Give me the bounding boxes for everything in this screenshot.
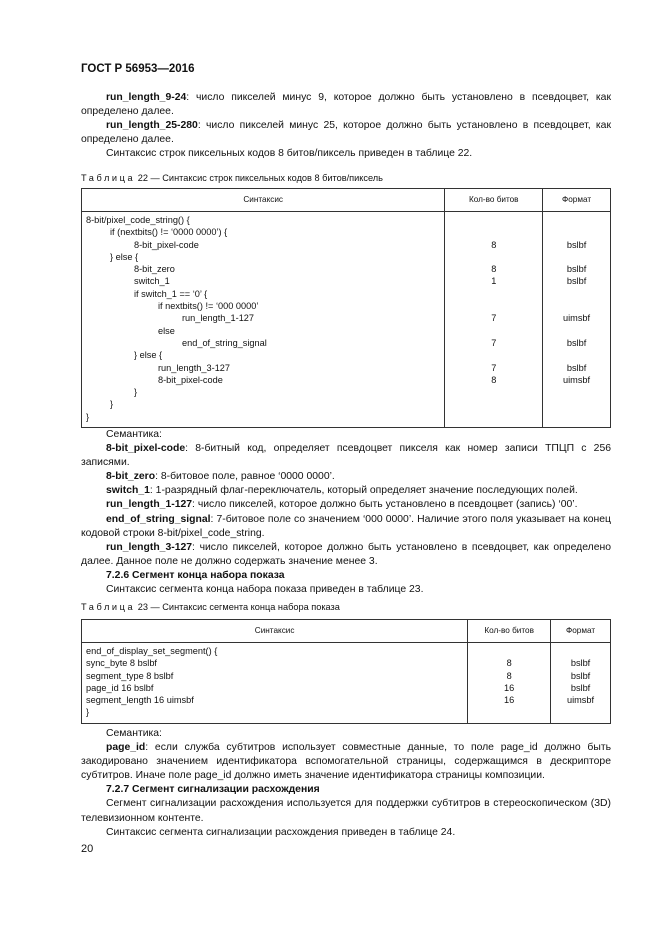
format-value: uimsbf — [563, 374, 591, 385]
syntax-line: 8-bit_pixel-code — [158, 374, 223, 385]
syntax-line: } — [86, 411, 90, 422]
syntax-line: } else { — [134, 350, 163, 361]
syntax-line: } — [110, 399, 114, 410]
column-header: Формат — [543, 189, 611, 212]
paragraph-table22-ref — [81, 147, 611, 161]
syntax-line: sync_byte 8 bslbf — [86, 658, 157, 669]
definition: : 7-битовое поле со значением ‘000 0000’. Наличие этого поля указывает на конец кодовой строки 8-bit/pixel_code_string. — [81, 513, 611, 539]
bits-value: 8 — [491, 264, 497, 275]
syntax-cell — [82, 643, 468, 724]
text: Сегмент сигнализации расхождения используется для поддержки субтитров в стереоскопическом (3D) телевизионном контенте. — [81, 798, 611, 824]
format-value — [551, 706, 610, 718]
paragraph-disparity-segment — [81, 797, 611, 825]
format-value — [543, 325, 610, 337]
format-value: bslbf — [570, 670, 591, 681]
bits-value — [445, 226, 542, 238]
syntax-line: 8-bit_zero — [134, 264, 175, 275]
syntax-line: } — [134, 387, 138, 398]
bits-value — [445, 398, 542, 410]
term: page_id — [106, 742, 146, 754]
format-value — [543, 300, 610, 312]
format-value — [543, 349, 610, 361]
syntax-line: page_id 16 bslbf — [86, 682, 154, 693]
column-header: Синтаксис — [82, 189, 445, 212]
syntax-line: end_of_display_set_segment() { — [86, 646, 218, 656]
definition: : если служба субтитров использует совместные данные, то поле page_id должно быть закодировано значением идентификатора вспомогательной страницы, содержащимся в дескрипторе субтитров. Иначе поле page_id должно иметь значение идентификатора страницы композиции. — [81, 742, 611, 782]
syntax-line: run_length_1-127 — [182, 313, 255, 324]
format-value — [543, 288, 610, 300]
definition: : 1-разрядный флаг-переключатель, который определяет значение последующих полей. — [149, 485, 578, 497]
syntax-line: 8-bit_pixel-code — [134, 239, 199, 250]
table23-caption — [81, 602, 340, 612]
format-cell — [551, 643, 611, 724]
bits-value — [445, 386, 542, 398]
syntax-line: } else { — [110, 251, 139, 262]
text: Синтаксис строк пиксельных кодов 8 битов/пиксель приведен в таблице 22. — [106, 148, 473, 160]
bits-value — [445, 411, 542, 423]
term: run_length_25-280 — [106, 120, 198, 132]
heading-text: 7.2.6 Сегмент конца набора показа — [106, 569, 285, 581]
bits-value: 8 — [506, 658, 512, 669]
semantics1-block — [81, 428, 611, 597]
bits-value — [445, 251, 542, 263]
definition: : число пикселей, которое должно быть установлено в псевдоцвет (запись) ‘00’. — [192, 499, 578, 511]
definition: : число пикселей минус 9, которое должно быть установлено в псевдоцвет, как определено далее. — [81, 92, 611, 118]
definition-paragraph — [81, 442, 611, 470]
term: run_length_1-127 — [106, 499, 193, 511]
term: run_length_9-24 — [106, 92, 187, 103]
bits-value — [445, 300, 542, 312]
syntax-line: else — [158, 325, 175, 336]
bits-value — [445, 214, 542, 226]
bits-value: 16 — [504, 695, 515, 706]
syntax-cell — [82, 212, 445, 428]
table22-caption — [81, 173, 383, 183]
column-header: Кол-во битов — [468, 620, 551, 643]
syntax-line: switch_1 — [134, 276, 170, 287]
definition-paragraph — [81, 484, 611, 498]
definition: : число пикселей минус 25, которое должно быть установлено в псевдоцвет, как определено далее. — [81, 120, 611, 146]
caption-word: Таблица — [81, 173, 136, 183]
format-value: uimsbf — [563, 313, 591, 324]
definition-paragraph — [81, 741, 611, 783]
definition-paragraph — [81, 470, 611, 484]
definition-paragraph — [81, 513, 611, 541]
text: Семантика: — [106, 429, 162, 440]
format-value: bslbf — [570, 658, 591, 669]
caption-word: Таблица — [81, 602, 136, 612]
syntax-line: segment_length 16 uimsbf — [86, 695, 194, 706]
column-header: Кол-во битов — [445, 189, 543, 212]
term: run_length_3-127 — [106, 541, 193, 553]
text: Синтаксис сегмента конца набора показа приведен в таблице 23. — [106, 584, 424, 596]
format-value: bslbf — [566, 276, 587, 287]
heading-text: 7.2.7 Сегмент сигнализации расхождения — [106, 784, 320, 796]
definition: : число пикселей, которое должно быть установлено в псевдоцвет, как определено далее. Данное поле не должно содержать значение менее 3. — [81, 541, 611, 567]
term: end_of_string_signal — [106, 513, 211, 525]
syntax-line: if nextbits() != ‘000 0000’ — [158, 301, 259, 312]
format-value: bslbf — [566, 239, 587, 250]
format-value — [543, 226, 610, 238]
format-value — [543, 411, 610, 423]
definition: : 8-битный код, определяет псевдоцвет пикселя как номер записи ТПЦП с 256 записями. — [81, 443, 611, 469]
table-body-row — [82, 212, 611, 428]
format-value — [543, 214, 610, 226]
syntax-line: if (nextbits() != ‘0000 0000’) { — [110, 227, 228, 238]
bits-cell — [468, 643, 551, 724]
bits-value: 16 — [504, 682, 515, 693]
format-value: bslbf — [566, 362, 587, 373]
intro-block — [81, 91, 611, 161]
bits-value: 8 — [506, 670, 512, 681]
section-heading-7-2-7 — [81, 783, 611, 797]
bits-value — [445, 349, 542, 361]
caption-text: 22 — Синтаксис строк пиксельных кодов 8 битов/пиксель — [135, 173, 383, 183]
bits-value: 7 — [491, 337, 497, 348]
bits-value: 7 — [491, 362, 497, 373]
format-value: bslbf — [566, 337, 587, 348]
term: switch_1 — [106, 485, 150, 497]
table-body-row — [82, 643, 611, 724]
paragraph-run-length-9-24 — [81, 91, 611, 119]
syntax-line: 8-bit/pixel_code_string() { — [86, 215, 190, 225]
semantics-label — [81, 428, 611, 442]
bits-value — [468, 706, 550, 718]
paragraph-table24-ref — [81, 826, 611, 840]
term: 8-bit_pixel-code — [106, 443, 186, 455]
format-value — [543, 398, 610, 410]
section-heading-7-2-6 — [81, 569, 611, 583]
bits-cell — [445, 212, 543, 428]
semantics2-block — [81, 727, 611, 840]
bits-value — [468, 645, 550, 657]
format-value — [543, 251, 610, 263]
syntax-line: run_length_3-127 — [158, 362, 231, 373]
page-number: 20 — [81, 843, 94, 855]
bits-value: 8 — [491, 239, 497, 250]
semantics-label — [81, 727, 611, 741]
format-value: bslbf — [566, 264, 587, 275]
bits-value — [445, 288, 542, 300]
format-value: bslbf — [570, 682, 591, 693]
bits-value: 7 — [491, 313, 497, 324]
format-cell — [543, 212, 611, 428]
paragraph-run-length-25-280 — [81, 119, 611, 147]
syntax-line: segment_type 8 bslbf — [86, 670, 174, 681]
format-value: uimsbf — [567, 695, 595, 706]
text: Синтаксис сегмента сигнализации расхождения приведен в таблице 24. — [106, 826, 456, 838]
syntax-line: end_of_string_signal — [182, 337, 267, 348]
bits-value — [445, 325, 542, 337]
paragraph-table23-ref — [81, 583, 611, 597]
syntax-line: } — [86, 707, 90, 718]
bits-value: 1 — [491, 276, 497, 287]
format-value — [551, 645, 610, 657]
syntax-line: if switch_1 == ‘0’ { — [134, 288, 208, 299]
definition: : 8-битовое поле, равное ‘0000 0000’. — [155, 471, 335, 483]
column-header: Формат — [551, 620, 611, 643]
bits-value: 8 — [491, 374, 497, 385]
table-header-row — [82, 620, 611, 643]
column-header: Синтаксис — [82, 620, 468, 643]
table23 — [81, 619, 611, 724]
term: 8-bit_zero — [106, 471, 156, 483]
format-value — [543, 386, 610, 398]
document-header: ГОСТ Р 56953—2016 — [81, 63, 195, 75]
text: Семантика: — [106, 728, 162, 739]
definition-paragraph — [81, 498, 611, 512]
table-header-row — [82, 189, 611, 212]
caption-text: 23 — Синтаксис сегмента конца набора показа — [135, 602, 340, 612]
table22 — [81, 188, 611, 428]
definition-paragraph — [81, 541, 611, 569]
